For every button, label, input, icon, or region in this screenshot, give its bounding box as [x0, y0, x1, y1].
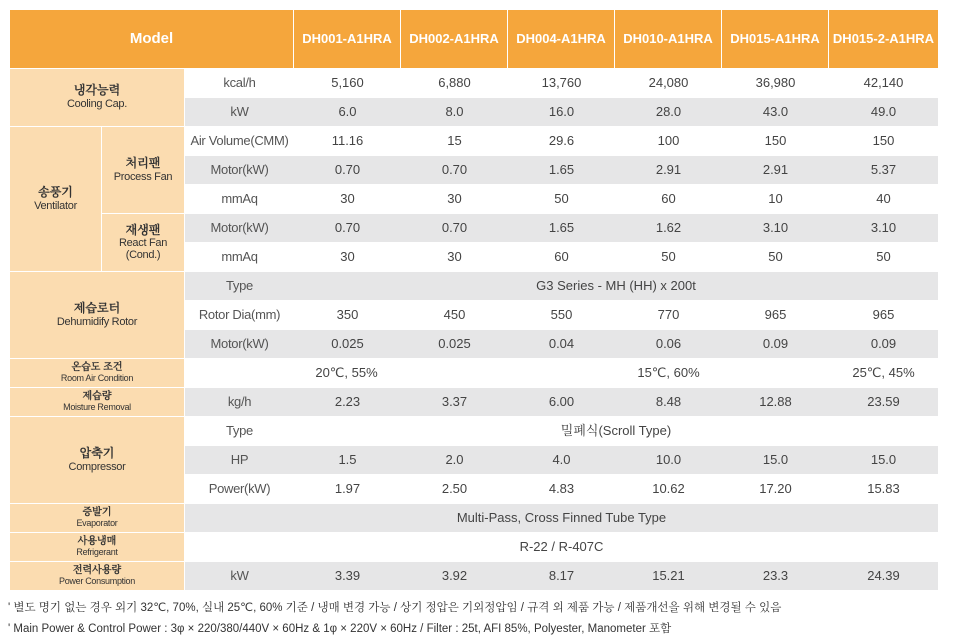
footnote-line: ' Main Power & Control Power : 3φ × 220/380/440V × 60Hz & 1φ × 220V × 60Hz / Filter : 25t, AFI 85%, Polyester, Manometer 포함 — [8, 623, 672, 635]
category-label-en: Room Air Condition — [60, 372, 134, 383]
unit-cell: Air Volume(CMM) — [185, 127, 294, 156]
value-cell: 60 — [615, 185, 722, 214]
category-label-ko: 송풍기 — [38, 184, 73, 199]
spanned-value-cell: G3 Series - MH (HH) x 200t — [294, 272, 938, 301]
value-cell: 29.6 — [508, 127, 615, 156]
value-cell: 0.025 — [294, 330, 401, 359]
subcategory-label-ko: 처리팬 — [125, 155, 161, 170]
footnotes — [8, 598, 953, 640]
value-cell: 1.65 — [508, 214, 615, 243]
value-cell: 10.0 — [615, 446, 722, 475]
value-cell: 36,980 — [722, 69, 829, 98]
value-cell: 3.92 — [401, 562, 508, 591]
value-cell: 13,760 — [508, 69, 615, 98]
value-cell: 8.48 — [615, 388, 722, 417]
value-cell: 0.70 — [294, 214, 401, 243]
value-cell: 0.025 — [401, 330, 508, 359]
category-rotor — [10, 272, 185, 359]
value-cell: 2.50 — [401, 475, 508, 504]
subcategory-react-fan — [102, 214, 185, 272]
value-cell: 4.83 — [508, 475, 615, 504]
subcategory-label-en: React Fan — [118, 237, 168, 250]
unit-cell: Power(kW) — [185, 475, 294, 504]
table-row — [10, 388, 938, 417]
value-cell: 3.10 — [829, 214, 938, 243]
category-room-air — [10, 359, 185, 388]
category-label-en: Compressor — [68, 460, 126, 473]
value-cell: 40 — [829, 185, 938, 214]
value-cell: 2.0 — [401, 446, 508, 475]
footnote-line: ' 별도 명기 없는 경우 외기 32℃, 70%, 실내 25℃, 60% 기준 / 냉매 변경 가능 / 상기 정압은 기외정압임 / 규격 외 제품 가능 / 제품개선을 위해 변경될 수 있음 — [8, 602, 782, 614]
value-cell: 2.23 — [294, 388, 401, 417]
unit-cell: Motor(kW) — [185, 214, 294, 243]
value-cell: 965 — [722, 301, 829, 330]
spanned-value-cell: 20℃, 55% — [185, 359, 508, 388]
value-cell: 50 — [615, 243, 722, 272]
model-name: DH002-A1HRA — [401, 10, 508, 69]
value-cell: 16.0 — [508, 98, 615, 127]
value-cell: 150 — [829, 127, 938, 156]
category-label-en: Power Consumption — [59, 575, 135, 586]
spanned-value-cell: R-22 / R-407C — [185, 533, 938, 562]
value-cell: 23.3 — [722, 562, 829, 591]
category-label-en: Moisture Removal — [63, 401, 131, 412]
table-row — [10, 127, 938, 156]
value-cell: 15.83 — [829, 475, 938, 504]
spanned-value-cell: 25℃, 45% — [829, 359, 938, 388]
subcategory-label-ko: 재생팬 — [125, 222, 161, 237]
category-label-ko: 사용냉매 — [77, 536, 117, 548]
category-moisture — [10, 388, 185, 417]
model-name: DH004-A1HRA — [508, 10, 615, 69]
subcategory-label-en: Process Fan — [113, 170, 173, 183]
spanned-value-cell: 15℃, 60% — [508, 359, 829, 388]
value-cell: 24,080 — [615, 69, 722, 98]
value-cell: 12.88 — [722, 388, 829, 417]
category-label-en: Dehumidify Rotor — [56, 315, 138, 328]
value-cell: 450 — [401, 301, 508, 330]
table-row — [10, 69, 938, 98]
value-cell: 15.0 — [722, 446, 829, 475]
value-cell: 30 — [401, 243, 508, 272]
model-name: DH015-A1HRA — [722, 10, 829, 69]
value-cell: 550 — [508, 301, 615, 330]
table-row — [10, 504, 938, 533]
category-label-ko: 온습도 조건 — [71, 362, 123, 374]
value-cell: 100 — [615, 127, 722, 156]
category-label-en: Ventilator — [34, 199, 77, 212]
unit-cell: kcal/h — [185, 69, 294, 98]
value-cell: 2.91 — [615, 156, 722, 185]
spec-table-wrapper — [10, 10, 938, 591]
value-cell: 50 — [829, 243, 938, 272]
value-cell: 60 — [508, 243, 615, 272]
unit-cell: Motor(kW) — [185, 330, 294, 359]
value-cell: 1.62 — [615, 214, 722, 243]
value-cell: 30 — [401, 185, 508, 214]
value-cell: 0.09 — [722, 330, 829, 359]
value-cell: 30 — [294, 243, 401, 272]
category-refrigerant — [10, 533, 185, 562]
value-cell: 6.0 — [294, 98, 401, 127]
value-cell: 0.04 — [508, 330, 615, 359]
value-cell: 10.62 — [615, 475, 722, 504]
value-cell: 0.09 — [829, 330, 938, 359]
value-cell: 1.65 — [508, 156, 615, 185]
value-cell: 3.37 — [401, 388, 508, 417]
value-cell: 15.0 — [829, 446, 938, 475]
value-cell: 4.0 — [508, 446, 615, 475]
value-cell: 0.70 — [401, 214, 508, 243]
value-cell: 10 — [722, 185, 829, 214]
value-cell: 1.5 — [294, 446, 401, 475]
value-cell: 6.00 — [508, 388, 615, 417]
spanned-value-cell: Multi-Pass, Cross Finned Tube Type — [185, 504, 938, 533]
value-cell: 0.70 — [401, 156, 508, 185]
spanned-value-cell: 밀폐식(Scroll Type) — [294, 417, 938, 446]
unit-cell: mmAq — [185, 185, 294, 214]
category-power — [10, 562, 185, 591]
category-ventilator — [10, 127, 102, 272]
value-cell: 3.10 — [722, 214, 829, 243]
category-label-ko: 제습로터 — [73, 300, 121, 315]
value-cell: 50 — [508, 185, 615, 214]
subcategory-label-en-suffix: (Cond.) — [125, 248, 161, 261]
value-cell: 8.0 — [401, 98, 508, 127]
value-cell: 49.0 — [829, 98, 938, 127]
value-cell: 350 — [294, 301, 401, 330]
value-cell: 2.91 — [722, 156, 829, 185]
category-label-ko: 압축기 — [79, 445, 115, 460]
unit-cell: HP — [185, 446, 294, 475]
value-cell: 150 — [722, 127, 829, 156]
value-cell: 50 — [722, 243, 829, 272]
value-cell: 5.37 — [829, 156, 938, 185]
value-cell: 28.0 — [615, 98, 722, 127]
value-cell: 17.20 — [722, 475, 829, 504]
model-name: DH010-A1HRA — [615, 10, 722, 69]
table-row — [10, 562, 938, 591]
value-cell: 0.06 — [615, 330, 722, 359]
unit-cell: kW — [185, 98, 294, 127]
value-cell: 23.59 — [829, 388, 938, 417]
category-label-ko: 제습량 — [82, 391, 112, 403]
category-label-ko: 증발기 — [82, 507, 112, 519]
category-evaporator — [10, 504, 185, 533]
value-cell: 770 — [615, 301, 722, 330]
value-cell: 15.21 — [615, 562, 722, 591]
unit-cell: kg/h — [185, 388, 294, 417]
value-cell: 0.70 — [294, 156, 401, 185]
unit-cell: mmAq — [185, 243, 294, 272]
category-cooling — [10, 69, 185, 127]
value-cell: 5,160 — [294, 69, 401, 98]
model-name: DH015-2-A1HRA — [829, 10, 938, 69]
model-name: DH001-A1HRA — [294, 10, 401, 69]
value-cell: 15 — [401, 127, 508, 156]
header-row — [10, 10, 938, 69]
unit-cell: Motor(kW) — [185, 156, 294, 185]
unit-cell: Type — [185, 272, 294, 301]
value-cell: 11.16 — [294, 127, 401, 156]
category-compressor — [10, 417, 185, 504]
value-cell: 3.39 — [294, 562, 401, 591]
value-cell: 42,140 — [829, 69, 938, 98]
unit-cell: Type — [185, 417, 294, 446]
unit-cell: kW — [185, 562, 294, 591]
table-row — [10, 359, 938, 388]
subcategory-process-fan — [102, 127, 185, 214]
category-label-ko: 전력사용량 — [72, 565, 122, 577]
spec-table — [10, 10, 938, 591]
unit-cell: Rotor Dia(mm) — [185, 301, 294, 330]
value-cell: 965 — [829, 301, 938, 330]
table-row — [10, 533, 938, 562]
value-cell: 43.0 — [722, 98, 829, 127]
table-row — [10, 417, 938, 446]
category-label-en: Cooling Cap. — [67, 98, 127, 111]
model-header: Model — [10, 10, 294, 69]
value-cell: 6,880 — [401, 69, 508, 98]
table-row — [10, 214, 938, 243]
value-cell: 30 — [294, 185, 401, 214]
category-label-en: Evaporator — [76, 517, 118, 528]
table-row — [10, 272, 938, 301]
value-cell: 8.17 — [508, 562, 615, 591]
value-cell: 1.97 — [294, 475, 401, 504]
category-label-ko: 냉각능력 — [73, 83, 121, 98]
value-cell: 24.39 — [829, 562, 938, 591]
category-label-en: Refrigerant — [76, 546, 118, 557]
